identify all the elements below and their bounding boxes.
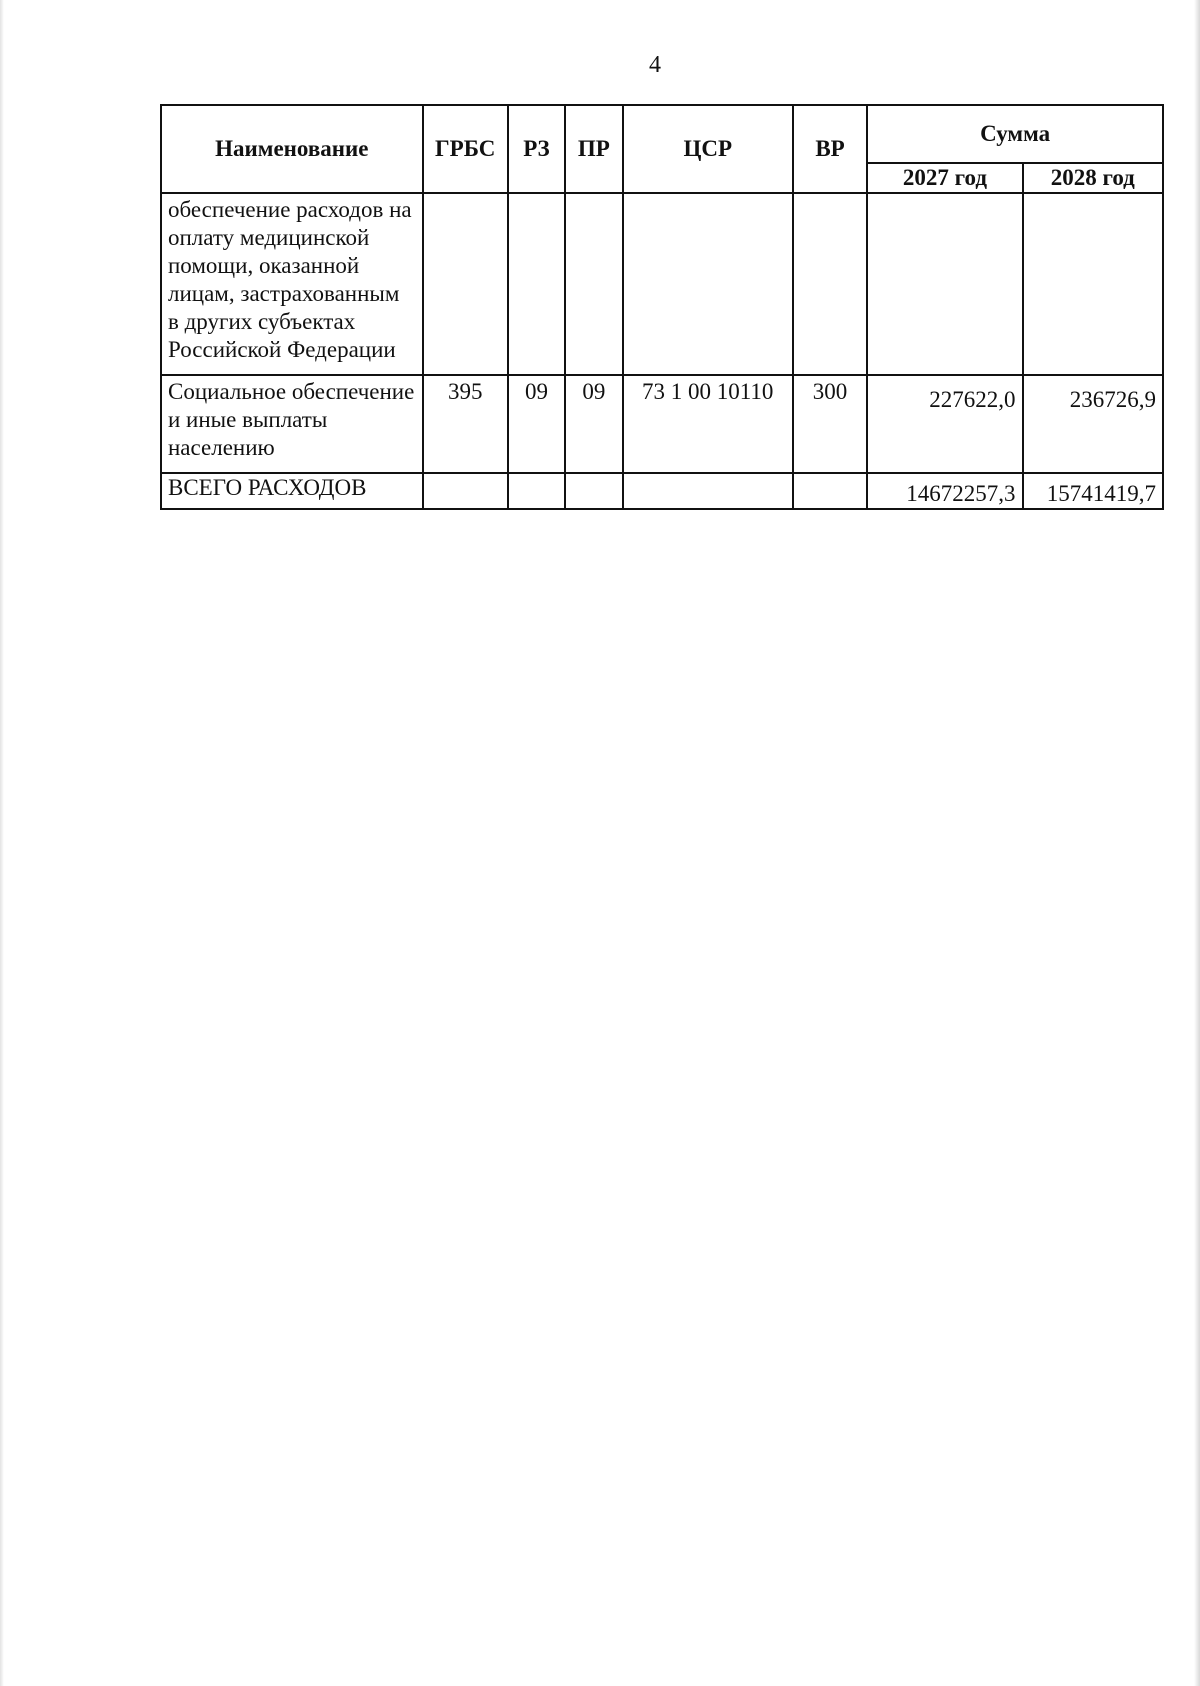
cell-total-label: ВСЕГО РАСХОДОВ — [161, 473, 423, 509]
table-header-row — [161, 105, 1163, 163]
header-csr: ЦСР — [623, 105, 793, 193]
header-year-2027: 2027 год — [867, 163, 1022, 193]
header-year-2028: 2028 год — [1023, 163, 1163, 193]
cell-vr — [793, 473, 867, 509]
cell-pr — [565, 473, 622, 509]
cell-total-2027: 14672257,3 — [867, 473, 1022, 509]
table-row — [161, 375, 1163, 473]
cell-grbs — [423, 193, 508, 375]
budget-table — [160, 104, 1164, 510]
cell-csr: 73 1 00 10110 — [623, 375, 793, 473]
page-left-edge — [0, 0, 4, 1686]
cell-pr: 09 — [565, 375, 622, 473]
cell-sum-2028: 236726,9 — [1023, 375, 1163, 473]
header-pr: ПР — [565, 105, 622, 193]
cell-vr: 300 — [793, 375, 867, 473]
cell-total-2028: 15741419,7 — [1023, 473, 1163, 509]
cell-csr — [623, 473, 793, 509]
header-sum: Сумма — [867, 105, 1163, 163]
cell-rz: 09 — [508, 375, 565, 473]
cell-rz — [508, 473, 565, 509]
cell-rz — [508, 193, 565, 375]
cell-csr — [623, 193, 793, 375]
cell-grbs — [423, 473, 508, 509]
cell-grbs: 395 — [423, 375, 508, 473]
cell-pr — [565, 193, 622, 375]
cell-sum-2027: 227622,0 — [867, 375, 1022, 473]
cell-vr — [793, 193, 867, 375]
header-vr: ВР — [793, 105, 867, 193]
page-right-edge — [1194, 0, 1200, 1686]
header-rz: РЗ — [508, 105, 565, 193]
header-name: Наименование — [161, 105, 423, 193]
table-row — [161, 193, 1163, 375]
cell-sum-2027 — [867, 193, 1022, 375]
header-grbs: ГРБС — [423, 105, 508, 193]
page-number: 4 — [649, 52, 661, 78]
table-total-row — [161, 473, 1163, 509]
cell-sum-2028 — [1023, 193, 1163, 375]
cell-name: Социальное обеспечение и иные выплаты населению — [161, 375, 423, 473]
cell-name: обеспечение расходов на оплату медицинской помощи, оказанной лицам, застрахованным в других субъектах Российской Федерации — [161, 193, 423, 375]
